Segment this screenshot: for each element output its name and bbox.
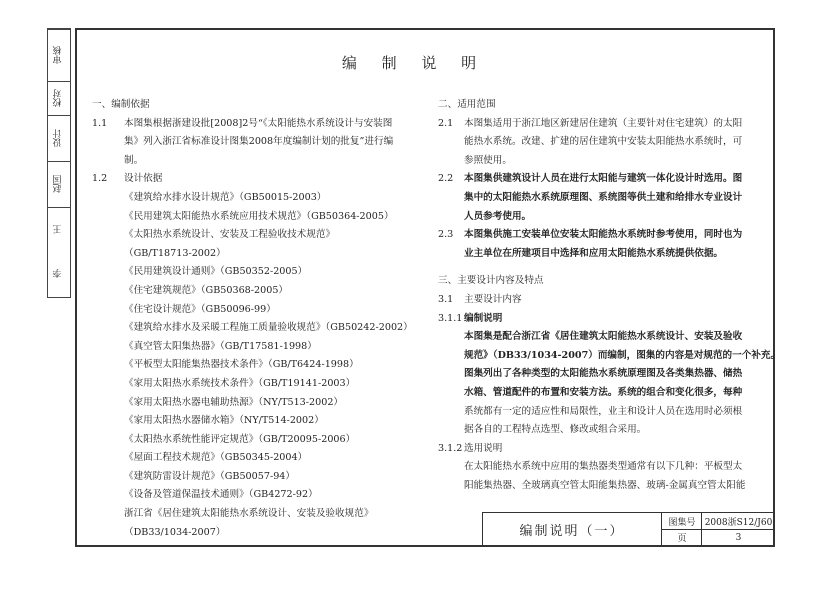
section-number: 一、: [92, 99, 112, 110]
atlas-number-label: 图集号: [661, 513, 702, 530]
sidebar-cell-review: 审核: [48, 29, 70, 81]
section-1-heading: [92, 96, 422, 115]
reference-item: 《屋面工程技术规范》（GB50345-2004）: [124, 452, 308, 464]
right-column: [438, 96, 781, 495]
reference-item: 《民用建筑太阳能热水系统应用技术规范》（GB50364-2005）: [124, 210, 394, 222]
paragraph-title: 编制说明: [464, 312, 503, 324]
sidebar-cell-signature-2: 王: [48, 207, 70, 251]
paragraph-line: 能热水系统。改建、扩建的居住建筑中安装太阳能热水系统时，可: [464, 136, 743, 148]
reference-item: 《设备及管道保温技术通则》（GB4272-92）: [124, 489, 318, 501]
reference-item: 《住宅建筑规范》（GB50368-2005）: [124, 284, 289, 296]
reference-item: 《家用太阳热水器储水箱》（NY/T514-2002）: [124, 415, 324, 427]
reference-item: 《住宅设计规范》（GB50096-99）: [124, 303, 276, 315]
reference-item: 《建筑给水排水设计规范》（GB50015-2003）: [124, 191, 327, 203]
paragraph-line: 本图集根据浙建设批[2008]2号“《太阳能热水系统设计与安装图: [124, 117, 393, 129]
reference-item: 《民用建筑设计通则》（GB50352-2005）: [124, 266, 308, 278]
reference-item: （DB33/1034-2007）: [124, 526, 226, 538]
paragraph-line: 本图集适用于浙江地区新建居住建筑（主要针对住宅建筑）的太阳: [464, 117, 743, 129]
section-title: 适用范围: [457, 99, 496, 110]
paragraph-number: 2.3: [438, 229, 454, 241]
section-2-heading: [438, 96, 770, 115]
paragraph-number: 3.1.2: [438, 442, 463, 454]
reference-item: 《太阳热水系统设计、安装及工程验收技术规范》: [124, 229, 336, 241]
paragraph-2-3: [438, 226, 770, 245]
paragraph-title: 主要设计内容: [464, 293, 522, 305]
sidebar-cell-signature-1: 赵国: [48, 161, 70, 207]
paragraph-line: 系统都有一定的适应性和局限性，业主和设计人员在选用时必须根: [464, 405, 743, 417]
paragraph-line: 制。: [124, 154, 144, 166]
paragraph-number: 3.1.1: [438, 312, 463, 324]
paragraph-line: 本图集供建筑设计人员在进行太阳能与建筑一体化设计时选用。图: [464, 173, 743, 185]
paragraph-line: 人员参考使用。: [464, 210, 532, 222]
paragraph-title: 设计依据: [124, 173, 163, 185]
reference-item: 《建筑防雷设计规范》（GB50057-94）: [124, 470, 296, 482]
atlas-number: 2008浙S12/J60: [701, 513, 775, 530]
paragraph-line: 阳能集热器、全玻璃真空管太阳能集热器、玻璃-金属真空管太阳能: [464, 479, 746, 491]
left-column: [92, 96, 422, 542]
paragraph-number: 1.1: [92, 117, 108, 129]
title-block: [482, 512, 774, 546]
reference-item: 浙江省《居住建筑太阳能热水系统设计、安装及验收规范》: [124, 508, 374, 520]
paragraph-title: 选用说明: [464, 442, 503, 454]
reference-item: 《真空管太阳集热器》（GB/T17581-1998）: [124, 340, 317, 352]
paragraph-1-2: [92, 170, 422, 189]
reference-item: 《太阳热水系统性能评定规范》（GB/T20095-2006）: [124, 433, 356, 445]
paragraph-3-1-2: [438, 440, 770, 459]
paragraph-line: 业主单位在所建项目中选择和应用太阳能热水系统提供依据。: [464, 247, 724, 259]
paragraph-line: 据各自的工程特点选型、修改或组合采用。: [464, 424, 647, 436]
reference-item: 《建筑给水排水及采暖工程施工质量验收规范》（GB50242-2002）: [124, 322, 413, 334]
paragraph-line: 规范》（DB33/1034-2007）而编制，图集的内容是对规范的一个补充。: [464, 349, 781, 361]
section-number: 三、: [438, 275, 458, 287]
paragraph-1-1: [92, 115, 422, 134]
sidebar-cell-proofread: 校对: [48, 81, 70, 115]
section-number: 二、: [438, 99, 458, 110]
paragraph-line: 图集列出了各种类型的太阳能热水系统原理图及各类集热器、储热: [464, 368, 743, 380]
reference-item: 《平板型太阳能集热器技术条件》（GB/T6424-1998）: [124, 359, 359, 371]
paragraph-3-1-1: [438, 310, 770, 329]
page-title: 编 制 说 明: [341, 54, 487, 72]
paragraph-3-1: [438, 291, 770, 310]
reference-item: 《家用太阳热水系统技术条件》（GB/T19141-2003）: [124, 377, 356, 389]
paragraph-line: 本图集是配合浙江省《居住建筑太阳能热水系统设计、安装及验收: [464, 331, 743, 343]
drawing-name: 编制说明（一）: [519, 524, 625, 539]
section-3-heading: [438, 272, 770, 291]
reference-item: （GB/T18713-2002）: [124, 247, 226, 259]
paragraph-2-2: [438, 170, 770, 189]
reference-item: 《家用太阳热水器电辅助热源》（NY/T513-2002）: [124, 396, 344, 408]
paragraph-line: 本图集供施工安装单位安装太阳能热水系统时参考使用，同时也为: [464, 229, 743, 241]
paragraph-line: 集》列入浙江省标准设计图集2008年度编制计划的批复”进行编: [124, 136, 394, 148]
paragraph-2-1: [438, 115, 770, 134]
paragraph-line: 参照使用。: [464, 154, 512, 166]
sidebar-cell-design: 设计: [48, 115, 70, 161]
section-title: 主要设计内容及特点: [457, 275, 544, 287]
paragraph-number: 2.1: [438, 117, 454, 129]
paragraph-number: 3.1: [438, 293, 454, 305]
page-number: 3: [701, 529, 775, 546]
paragraph-line: 在太阳能热水系统中应用的集热器类型通常有以下几种：平板型太: [464, 461, 743, 473]
sidebar-cell-signature-3: 李: [53, 269, 64, 279]
paragraph-line: 集中的太阳能热水系统原理图、系统图等供土建和给排水专业设计: [464, 191, 743, 203]
paragraph-line: 水箱、管道配件的布置和安装方法。系统的组合和变化很多，每种: [464, 386, 743, 398]
paragraph-number: 2.2: [438, 173, 454, 185]
paragraph-number: 1.2: [92, 173, 108, 185]
page-label: 页: [661, 529, 702, 546]
section-title: 编制依据: [111, 99, 150, 110]
